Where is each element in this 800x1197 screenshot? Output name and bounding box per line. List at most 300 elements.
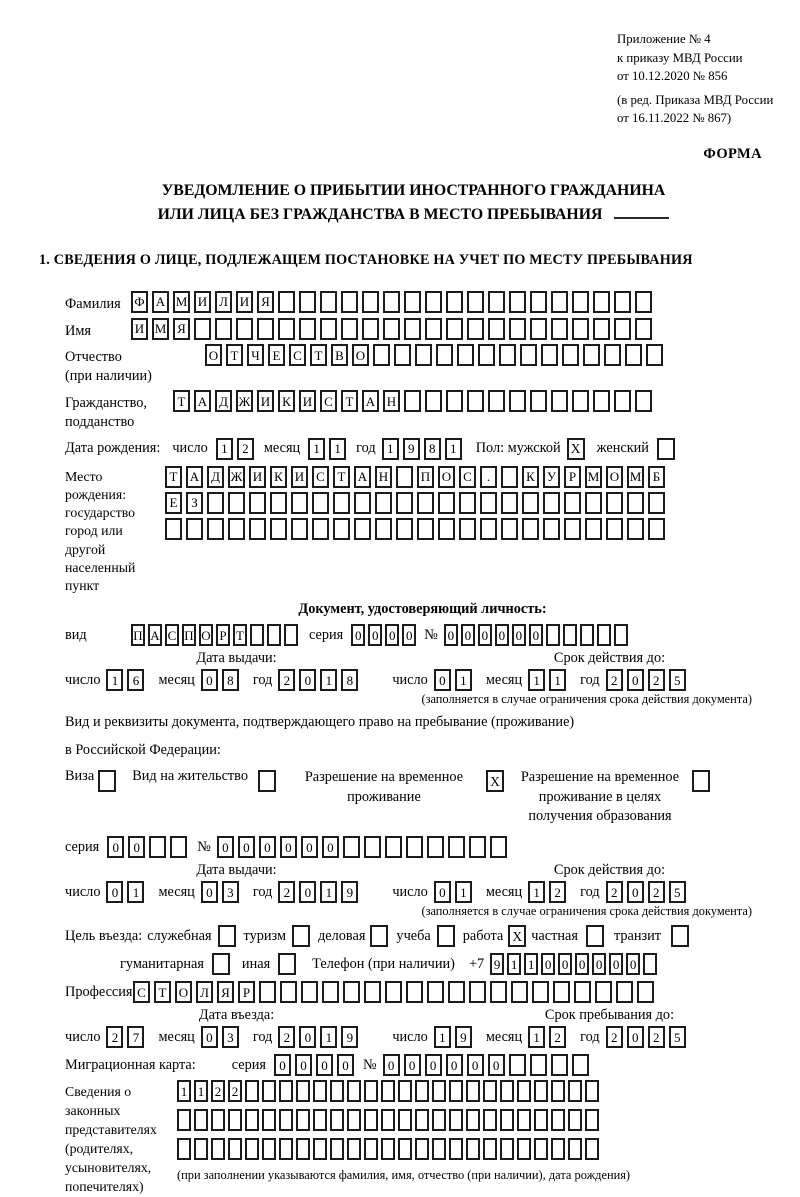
char-cell[interactable]: 9	[403, 438, 420, 460]
char-cell[interactable]: З	[186, 492, 203, 514]
char-cell[interactable]	[597, 624, 611, 646]
char-cell[interactable]	[425, 318, 442, 340]
char-cell[interactable]: 1	[216, 438, 233, 460]
char-cell[interactable]: 1	[549, 669, 566, 691]
char-cell[interactable]	[446, 291, 463, 313]
char-cell[interactable]	[425, 390, 442, 412]
char-cell[interactable]: 0	[316, 1054, 333, 1076]
char-cell[interactable]	[296, 1109, 310, 1131]
char-cell[interactable]	[580, 624, 594, 646]
char-cell[interactable]	[553, 981, 570, 1003]
char-cell[interactable]: А	[152, 291, 169, 313]
char-cell[interactable]	[614, 291, 631, 313]
temp-residence-edu-checkbox[interactable]	[692, 770, 710, 792]
char-cell[interactable]	[635, 318, 652, 340]
char-cell[interactable]	[406, 836, 423, 858]
char-cell[interactable]	[551, 390, 568, 412]
char-cell[interactable]	[396, 518, 413, 540]
char-cell[interactable]: 9	[341, 881, 358, 903]
char-cell[interactable]: 8	[222, 669, 239, 691]
char-cell[interactable]: 1	[524, 953, 538, 975]
char-cell[interactable]	[568, 1138, 582, 1160]
char-cell[interactable]: 0	[368, 624, 382, 646]
char-cell[interactable]: Ж	[228, 466, 245, 488]
char-cell[interactable]	[228, 1138, 242, 1160]
char-cell[interactable]	[296, 1080, 310, 1102]
char-cell[interactable]	[398, 1109, 412, 1131]
char-cell[interactable]	[438, 492, 455, 514]
char-cell[interactable]	[249, 492, 266, 514]
char-cell[interactable]: Т	[341, 390, 358, 412]
char-cell[interactable]	[291, 492, 308, 514]
char-cell[interactable]	[320, 318, 337, 340]
char-cell[interactable]	[499, 344, 516, 366]
char-cell[interactable]	[364, 1138, 378, 1160]
char-cell[interactable]	[551, 1109, 565, 1131]
char-cell[interactable]: И	[131, 318, 148, 340]
char-cell[interactable]	[330, 1109, 344, 1131]
char-cell[interactable]: 1	[434, 1026, 451, 1048]
char-cell[interactable]	[449, 1080, 463, 1102]
char-cell[interactable]: 0	[128, 836, 145, 858]
char-cell[interactable]	[211, 1138, 225, 1160]
char-cell[interactable]: 0	[299, 881, 316, 903]
char-cell[interactable]	[509, 390, 526, 412]
char-cell[interactable]	[551, 1138, 565, 1160]
char-cell[interactable]	[228, 1109, 242, 1131]
char-cell[interactable]: 3	[222, 881, 239, 903]
char-cell[interactable]	[362, 291, 379, 313]
char-cell[interactable]	[417, 492, 434, 514]
char-cell[interactable]	[194, 1109, 208, 1131]
char-cell[interactable]	[170, 836, 187, 858]
char-cell[interactable]	[446, 390, 463, 412]
char-cell[interactable]	[406, 981, 423, 1003]
char-cell[interactable]: 5	[669, 881, 686, 903]
char-cell[interactable]	[385, 981, 402, 1003]
char-cell[interactable]	[480, 518, 497, 540]
char-cell[interactable]: 0	[385, 624, 399, 646]
char-cell[interactable]	[333, 492, 350, 514]
char-cell[interactable]	[320, 291, 337, 313]
purpose-other-checkbox[interactable]	[278, 953, 296, 975]
char-cell[interactable]: А	[148, 624, 162, 646]
char-cell[interactable]	[500, 1109, 514, 1131]
char-cell[interactable]: 2	[228, 1080, 242, 1102]
char-cell[interactable]: 1	[320, 1026, 337, 1048]
char-cell[interactable]: 0	[351, 624, 365, 646]
char-cell[interactable]: 1	[445, 438, 462, 460]
purpose-study-checkbox[interactable]	[437, 925, 455, 947]
char-cell[interactable]	[236, 318, 253, 340]
char-cell[interactable]: Т	[310, 344, 327, 366]
purpose-private-checkbox[interactable]	[586, 925, 604, 947]
char-cell[interactable]	[427, 836, 444, 858]
char-cell[interactable]	[541, 344, 558, 366]
char-cell[interactable]: 9	[490, 953, 504, 975]
char-cell[interactable]	[322, 981, 339, 1003]
char-cell[interactable]	[245, 1109, 259, 1131]
char-cell[interactable]	[343, 836, 360, 858]
char-cell[interactable]	[637, 981, 654, 1003]
char-cell[interactable]	[228, 518, 245, 540]
char-cell[interactable]	[404, 390, 421, 412]
char-cell[interactable]: Т	[233, 624, 247, 646]
char-cell[interactable]: Я	[173, 318, 190, 340]
char-cell[interactable]	[343, 981, 360, 1003]
char-cell[interactable]: 0	[337, 1054, 354, 1076]
char-cell[interactable]: П	[182, 624, 196, 646]
char-cell[interactable]: И	[299, 390, 316, 412]
char-cell[interactable]	[625, 344, 642, 366]
char-cell[interactable]	[627, 492, 644, 514]
char-cell[interactable]	[646, 344, 663, 366]
char-cell[interactable]: 1	[320, 669, 337, 691]
char-cell[interactable]: 1	[106, 669, 123, 691]
char-cell[interactable]	[604, 344, 621, 366]
char-cell[interactable]: 0	[461, 624, 475, 646]
char-cell[interactable]: 0	[201, 881, 218, 903]
char-cell[interactable]: Б	[648, 466, 665, 488]
char-cell[interactable]	[585, 1080, 599, 1102]
char-cell[interactable]	[279, 1109, 293, 1131]
char-cell[interactable]: 0	[201, 1026, 218, 1048]
char-cell[interactable]: Л	[196, 981, 213, 1003]
char-cell[interactable]: 0	[434, 669, 451, 691]
char-cell[interactable]	[149, 836, 166, 858]
char-cell[interactable]	[530, 291, 547, 313]
char-cell[interactable]	[362, 318, 379, 340]
char-cell[interactable]: 0	[495, 624, 509, 646]
char-cell[interactable]: 7	[127, 1026, 144, 1048]
char-cell[interactable]: 0	[404, 1054, 421, 1076]
char-cell[interactable]: 0	[627, 669, 644, 691]
char-cell[interactable]	[296, 1138, 310, 1160]
char-cell[interactable]: С	[459, 466, 476, 488]
char-cell[interactable]: 0	[627, 1026, 644, 1048]
char-cell[interactable]: С	[165, 624, 179, 646]
char-cell[interactable]	[593, 291, 610, 313]
char-cell[interactable]: 0	[627, 881, 644, 903]
char-cell[interactable]	[614, 624, 628, 646]
char-cell[interactable]	[551, 1080, 565, 1102]
residence-permit-checkbox[interactable]	[258, 770, 276, 792]
char-cell[interactable]: 1	[528, 669, 545, 691]
char-cell[interactable]	[381, 1080, 395, 1102]
char-cell[interactable]	[564, 518, 581, 540]
char-cell[interactable]: 2	[237, 438, 254, 460]
char-cell[interactable]	[466, 1080, 480, 1102]
char-cell[interactable]	[364, 1080, 378, 1102]
char-cell[interactable]	[466, 1138, 480, 1160]
char-cell[interactable]	[585, 492, 602, 514]
char-cell[interactable]	[572, 390, 589, 412]
char-cell[interactable]	[425, 291, 442, 313]
char-cell[interactable]: О	[175, 981, 192, 1003]
char-cell[interactable]	[270, 492, 287, 514]
char-cell[interactable]	[532, 981, 549, 1003]
sex-male-checkbox[interactable]: X	[567, 438, 585, 460]
char-cell[interactable]	[490, 836, 507, 858]
char-cell[interactable]: П	[131, 624, 145, 646]
char-cell[interactable]	[551, 291, 568, 313]
char-cell[interactable]	[333, 518, 350, 540]
char-cell[interactable]	[364, 836, 381, 858]
char-cell[interactable]: С	[320, 390, 337, 412]
char-cell[interactable]: 0	[592, 953, 606, 975]
char-cell[interactable]: К	[278, 390, 295, 412]
char-cell[interactable]: 0	[529, 624, 543, 646]
char-cell[interactable]: 0	[295, 1054, 312, 1076]
char-cell[interactable]: 0	[434, 881, 451, 903]
char-cell[interactable]	[488, 390, 505, 412]
char-cell[interactable]: 2	[278, 881, 295, 903]
char-cell[interactable]: 0	[626, 953, 640, 975]
char-cell[interactable]	[467, 291, 484, 313]
char-cell[interactable]	[177, 1138, 191, 1160]
char-cell[interactable]: Т	[333, 466, 350, 488]
char-cell[interactable]	[432, 1109, 446, 1131]
char-cell[interactable]: 6	[127, 669, 144, 691]
purpose-humanitarian-checkbox[interactable]	[212, 953, 230, 975]
sex-female-checkbox[interactable]	[657, 438, 675, 460]
char-cell[interactable]: 0	[238, 836, 255, 858]
char-cell[interactable]	[490, 981, 507, 1003]
char-cell[interactable]: 1	[507, 953, 521, 975]
char-cell[interactable]	[436, 344, 453, 366]
char-cell[interactable]: А	[194, 390, 211, 412]
char-cell[interactable]: 0	[488, 1054, 505, 1076]
char-cell[interactable]: Я	[217, 981, 234, 1003]
char-cell[interactable]	[284, 624, 298, 646]
char-cell[interactable]	[534, 1080, 548, 1102]
char-cell[interactable]	[364, 981, 381, 1003]
char-cell[interactable]: У	[543, 466, 560, 488]
char-cell[interactable]	[606, 518, 623, 540]
char-cell[interactable]	[466, 1109, 480, 1131]
char-cell[interactable]: Т	[165, 466, 182, 488]
char-cell[interactable]: 0	[383, 1054, 400, 1076]
char-cell[interactable]: 2	[648, 669, 665, 691]
char-cell[interactable]: 0	[217, 836, 234, 858]
char-cell[interactable]	[543, 492, 560, 514]
char-cell[interactable]: Н	[375, 466, 392, 488]
char-cell[interactable]	[530, 1054, 547, 1076]
char-cell[interactable]: 0	[446, 1054, 463, 1076]
char-cell[interactable]	[572, 318, 589, 340]
char-cell[interactable]: Р	[238, 981, 255, 1003]
char-cell[interactable]	[627, 518, 644, 540]
char-cell[interactable]	[375, 518, 392, 540]
char-cell[interactable]: И	[291, 466, 308, 488]
char-cell[interactable]	[330, 1080, 344, 1102]
char-cell[interactable]	[563, 624, 577, 646]
char-cell[interactable]	[501, 492, 518, 514]
purpose-tourism-checkbox[interactable]	[292, 925, 310, 947]
char-cell[interactable]	[415, 1109, 429, 1131]
char-cell[interactable]: С	[312, 466, 329, 488]
char-cell[interactable]	[165, 518, 182, 540]
char-cell[interactable]: 1	[194, 1080, 208, 1102]
char-cell[interactable]	[593, 390, 610, 412]
char-cell[interactable]	[312, 492, 329, 514]
char-cell[interactable]	[299, 318, 316, 340]
char-cell[interactable]	[480, 492, 497, 514]
char-cell[interactable]: А	[354, 466, 371, 488]
char-cell[interactable]: .	[480, 466, 497, 488]
char-cell[interactable]	[585, 518, 602, 540]
char-cell[interactable]: 2	[606, 881, 623, 903]
char-cell[interactable]	[568, 1080, 582, 1102]
char-cell[interactable]: 0	[609, 953, 623, 975]
purpose-official-checkbox[interactable]	[218, 925, 236, 947]
char-cell[interactable]: 1	[528, 1026, 545, 1048]
char-cell[interactable]: Р	[216, 624, 230, 646]
char-cell[interactable]: 1	[308, 438, 325, 460]
char-cell[interactable]	[354, 492, 371, 514]
char-cell[interactable]: 2	[278, 669, 295, 691]
char-cell[interactable]	[509, 318, 526, 340]
char-cell[interactable]: М	[173, 291, 190, 313]
char-cell[interactable]: 1	[127, 881, 144, 903]
char-cell[interactable]	[278, 318, 295, 340]
char-cell[interactable]: 0	[299, 669, 316, 691]
char-cell[interactable]: 1	[382, 438, 399, 460]
char-cell[interactable]	[488, 291, 505, 313]
char-cell[interactable]	[643, 953, 657, 975]
char-cell[interactable]	[522, 518, 539, 540]
char-cell[interactable]	[313, 1109, 327, 1131]
char-cell[interactable]	[467, 318, 484, 340]
char-cell[interactable]	[427, 981, 444, 1003]
char-cell[interactable]	[459, 518, 476, 540]
char-cell[interactable]	[375, 492, 392, 514]
char-cell[interactable]	[270, 518, 287, 540]
char-cell[interactable]: К	[522, 466, 539, 488]
char-cell[interactable]	[614, 318, 631, 340]
char-cell[interactable]	[259, 981, 276, 1003]
char-cell[interactable]: Л	[215, 291, 232, 313]
char-cell[interactable]	[347, 1138, 361, 1160]
char-cell[interactable]: Д	[215, 390, 232, 412]
char-cell[interactable]	[262, 1080, 276, 1102]
char-cell[interactable]	[267, 624, 281, 646]
char-cell[interactable]	[648, 492, 665, 514]
char-cell[interactable]	[635, 390, 652, 412]
char-cell[interactable]	[249, 518, 266, 540]
char-cell[interactable]: 1	[320, 881, 337, 903]
char-cell[interactable]: 0	[541, 953, 555, 975]
char-cell[interactable]: 2	[211, 1080, 225, 1102]
char-cell[interactable]: 0	[201, 669, 218, 691]
char-cell[interactable]	[520, 344, 537, 366]
char-cell[interactable]	[383, 291, 400, 313]
char-cell[interactable]	[635, 291, 652, 313]
char-cell[interactable]: С	[133, 981, 150, 1003]
char-cell[interactable]: 2	[606, 669, 623, 691]
char-cell[interactable]	[313, 1138, 327, 1160]
char-cell[interactable]	[530, 390, 547, 412]
char-cell[interactable]	[616, 981, 633, 1003]
char-cell[interactable]	[291, 518, 308, 540]
char-cell[interactable]: О	[352, 344, 369, 366]
char-cell[interactable]	[585, 1109, 599, 1131]
char-cell[interactable]	[211, 1109, 225, 1131]
char-cell[interactable]	[543, 518, 560, 540]
char-cell[interactable]	[551, 318, 568, 340]
char-cell[interactable]: 8	[424, 438, 441, 460]
char-cell[interactable]	[522, 492, 539, 514]
purpose-business-checkbox[interactable]	[370, 925, 388, 947]
char-cell[interactable]: И	[194, 291, 211, 313]
char-cell[interactable]	[404, 318, 421, 340]
char-cell[interactable]	[364, 1109, 378, 1131]
char-cell[interactable]: О	[205, 344, 222, 366]
char-cell[interactable]	[396, 466, 413, 488]
char-cell[interactable]: 2	[106, 1026, 123, 1048]
char-cell[interactable]: Н	[383, 390, 400, 412]
char-cell[interactable]	[568, 1109, 582, 1131]
char-cell[interactable]: А	[362, 390, 379, 412]
char-cell[interactable]: Е	[165, 492, 182, 514]
char-cell[interactable]	[500, 1138, 514, 1160]
char-cell[interactable]	[483, 1138, 497, 1160]
char-cell[interactable]	[262, 1138, 276, 1160]
char-cell[interactable]: 9	[455, 1026, 472, 1048]
char-cell[interactable]	[347, 1109, 361, 1131]
char-cell[interactable]	[483, 1080, 497, 1102]
char-cell[interactable]: 2	[648, 1026, 665, 1048]
char-cell[interactable]	[583, 344, 600, 366]
char-cell[interactable]	[551, 1054, 568, 1076]
char-cell[interactable]	[280, 981, 297, 1003]
char-cell[interactable]	[299, 291, 316, 313]
char-cell[interactable]	[278, 291, 295, 313]
char-cell[interactable]	[459, 492, 476, 514]
char-cell[interactable]: И	[236, 291, 253, 313]
char-cell[interactable]	[373, 344, 390, 366]
char-cell[interactable]	[478, 344, 495, 366]
char-cell[interactable]: 0	[322, 836, 339, 858]
char-cell[interactable]	[396, 492, 413, 514]
char-cell[interactable]	[215, 318, 232, 340]
char-cell[interactable]: Т	[226, 344, 243, 366]
char-cell[interactable]	[432, 1080, 446, 1102]
char-cell[interactable]: Д	[207, 466, 224, 488]
char-cell[interactable]: Ф	[131, 291, 148, 313]
char-cell[interactable]	[517, 1138, 531, 1160]
char-cell[interactable]	[564, 492, 581, 514]
char-cell[interactable]	[341, 318, 358, 340]
char-cell[interactable]	[449, 1109, 463, 1131]
char-cell[interactable]	[383, 318, 400, 340]
char-cell[interactable]	[483, 1109, 497, 1131]
char-cell[interactable]: 2	[606, 1026, 623, 1048]
char-cell[interactable]	[469, 836, 486, 858]
char-cell[interactable]: С	[289, 344, 306, 366]
char-cell[interactable]	[417, 518, 434, 540]
char-cell[interactable]: 0	[259, 836, 276, 858]
char-cell[interactable]	[606, 492, 623, 514]
char-cell[interactable]	[572, 1054, 589, 1076]
char-cell[interactable]: М	[152, 318, 169, 340]
char-cell[interactable]	[488, 318, 505, 340]
char-cell[interactable]	[511, 981, 528, 1003]
char-cell[interactable]	[415, 344, 432, 366]
char-cell[interactable]: 5	[669, 1026, 686, 1048]
char-cell[interactable]	[398, 1080, 412, 1102]
char-cell[interactable]	[354, 518, 371, 540]
